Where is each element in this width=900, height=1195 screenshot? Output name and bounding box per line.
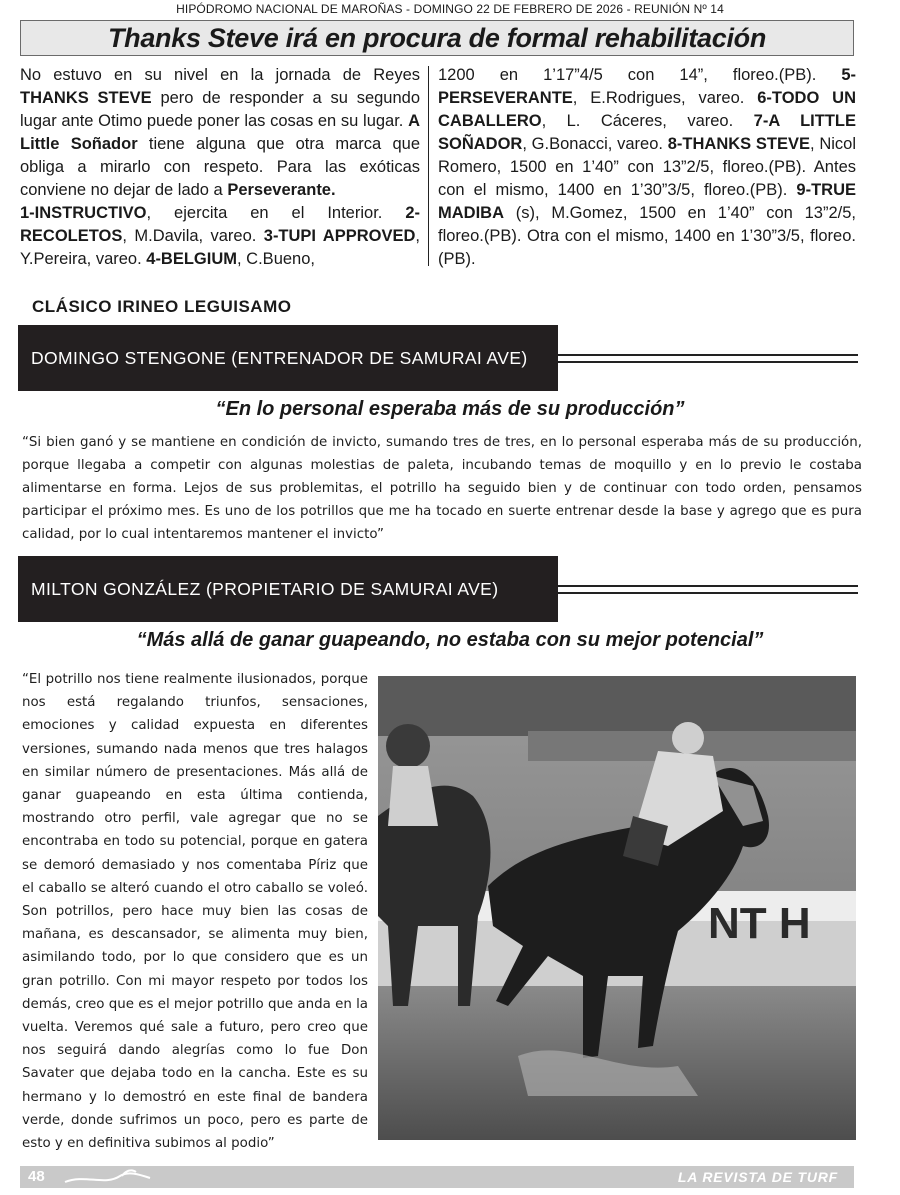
interview-1-headline: “En lo personal esperaba más de su producción” [215,398,685,420]
article-text: , ejercita en el Interior. [146,204,406,222]
interview-band-2 [18,556,558,622]
photo-trees [378,676,856,736]
article-text: 1200 en 1’17”4/5 con 14”, floreo.(PB). [438,66,842,84]
interview-2-text: “El potrillo nos tiene realmente ilusionados, porque nos está regalando triunfos, sensaciones, emociones y calidad expuesta en diferentes versiones, sumando nada menos que tres halagos en similar número de presentaciones. Más allá de ganar guapeando en esta última contienda, mostrando otro perfil, vale agregar que no se encontraba en todo su potencial, porque en gatera se demoró demasiado y nos comentaba Píriz que el caballo se alteró cuando el otro caballo se voleó. Son potrillos, pero hace muy bien las cosas de mañana, es descansador, se alimenta muy bien, asimilando todo, por lo que considero que es un gran potrillo. Con mi mayor respeto por todos los demás, creo que es el mejor potrillo que anda en la vuelta. Veremos qué sale a futuro, pero creo que nos seguirá dando alegrías como lo fue Don Savater que dejaba todo en la cancha. Este es su hermano y lo demostró en este final de bandera verde, donde sufrimos un poco, pero es parte de esto y en definitiva subimos al podio” [22,672,368,1152]
article-text: No estuvo en su nivel en la jornada de Reyes [20,66,420,84]
article-text: , E.Rodrigues, vareo. [572,89,758,107]
race-photo [378,676,856,1140]
horse-logo-icon [60,1166,170,1188]
article-text: , L. Cáceres, vareo. [541,112,754,130]
article-bold-text: 1-INSTRUCTIVO [20,204,147,222]
page-header: HIPÓDROMO NACIONAL DE MAROÑAS - DOMINGO 22 DE FEBRERO DE 2026 - REUNIÓN Nº 14 [176,2,724,16]
article-bold-text: 6-TODO UN CABALLERO [438,89,856,130]
article-text: , C.Bueno, [237,250,315,268]
article-bold-text: A Little Soñador [20,112,420,153]
interview-band-1 [18,325,558,391]
interview-band-2-label: MILTON GONZÁLEZ (PROPIETARIO DE SAMURAI AVE) [31,579,499,599]
article-text: pero de responder a su segundo lugar ante Otimo puede poner las cosas en su lugar. [20,89,421,130]
article-bold-text: Perseverante. [227,181,336,199]
article-title-box [20,20,854,56]
article-text: , G.Bonacci, vareo. [522,135,668,153]
magazine-name: LA REVISTA DE TURF [677,1169,838,1185]
article-bold-text: 2-RECOLETOS [20,204,420,245]
article-text: (s), M.Gomez, 1500 en 1’40” con 13”2/5, floreo.(PB). Otra con el mismo, 1400 en 1’30”3/5, floreo.(PB). [438,204,856,268]
band-rule-2 [558,585,858,594]
article-bold-text: 5-PERSEVERANTE [438,66,856,107]
article-bold-text: 8-THANKS STEVE [667,135,810,153]
article-bold-text: 4-BELGIUM [146,250,238,268]
article-column-1 [20,64,420,271]
column-divider [428,66,429,266]
article-text: tiene alguna que otra marca que obliga a mirarlo con respeto. Para las exóticas conviene no dejar de lado a [20,135,420,199]
photo-sign-text: NT H [708,899,811,948]
article-title: Thanks Steve irá en procura de formal rehabilitación [107,23,767,53]
article-bold-text: 7-A LITTLE SOÑADOR [438,112,856,153]
article-text: , Y.Pereira, vareo. [20,227,420,268]
page-footer [20,1166,854,1188]
article-bold-text: 9-TRUE MADIBA [438,181,856,222]
article-text: , M.Davila, vareo. [122,227,264,245]
article-column-2 [438,64,856,271]
interview-1-text: “Si bien ganó y se mantiene en condición de invicto, sumando tres de tres, en lo personal esperaba más de su producción, porque llegaba a competir con algunas molestias de paleta, incubando temas de moquillo y en lo previo le costaba alimentarse en forma. Lejos de sus problemitas, el potrillo ha seguido bien y de continuar con todo orden, pensamos participar el próximo mes. Es uno de los potrillos que me ha tocado en suerte entrenar desde la base y agrego que es pura calidad, por lo cual intentaremos mantener el invicto” [22,435,862,542]
band-rule-1 [558,354,858,363]
article-bold-text: THANKS STEVE [20,89,152,107]
page-number: 48 [28,1168,45,1185]
interview-band-1-label: DOMINGO STENGONE (ENTRENADOR DE SAMURAI AVE) [31,348,528,368]
interview-2-headline: “Más allá de ganar guapeando, no estaba con su mejor potencial” [136,629,764,651]
article-text: , Nicol Romero, 1500 en 1’40” con 13”2/5, floreo.(PB). Antes con el mismo, 1400 en 1’30”3/5, floreo.(PB). [438,135,857,199]
article-bold-text: 3-TUPI APPROVED [263,227,416,245]
section-title: CLÁSICO IRINEO LEGUISAMO [32,297,292,316]
